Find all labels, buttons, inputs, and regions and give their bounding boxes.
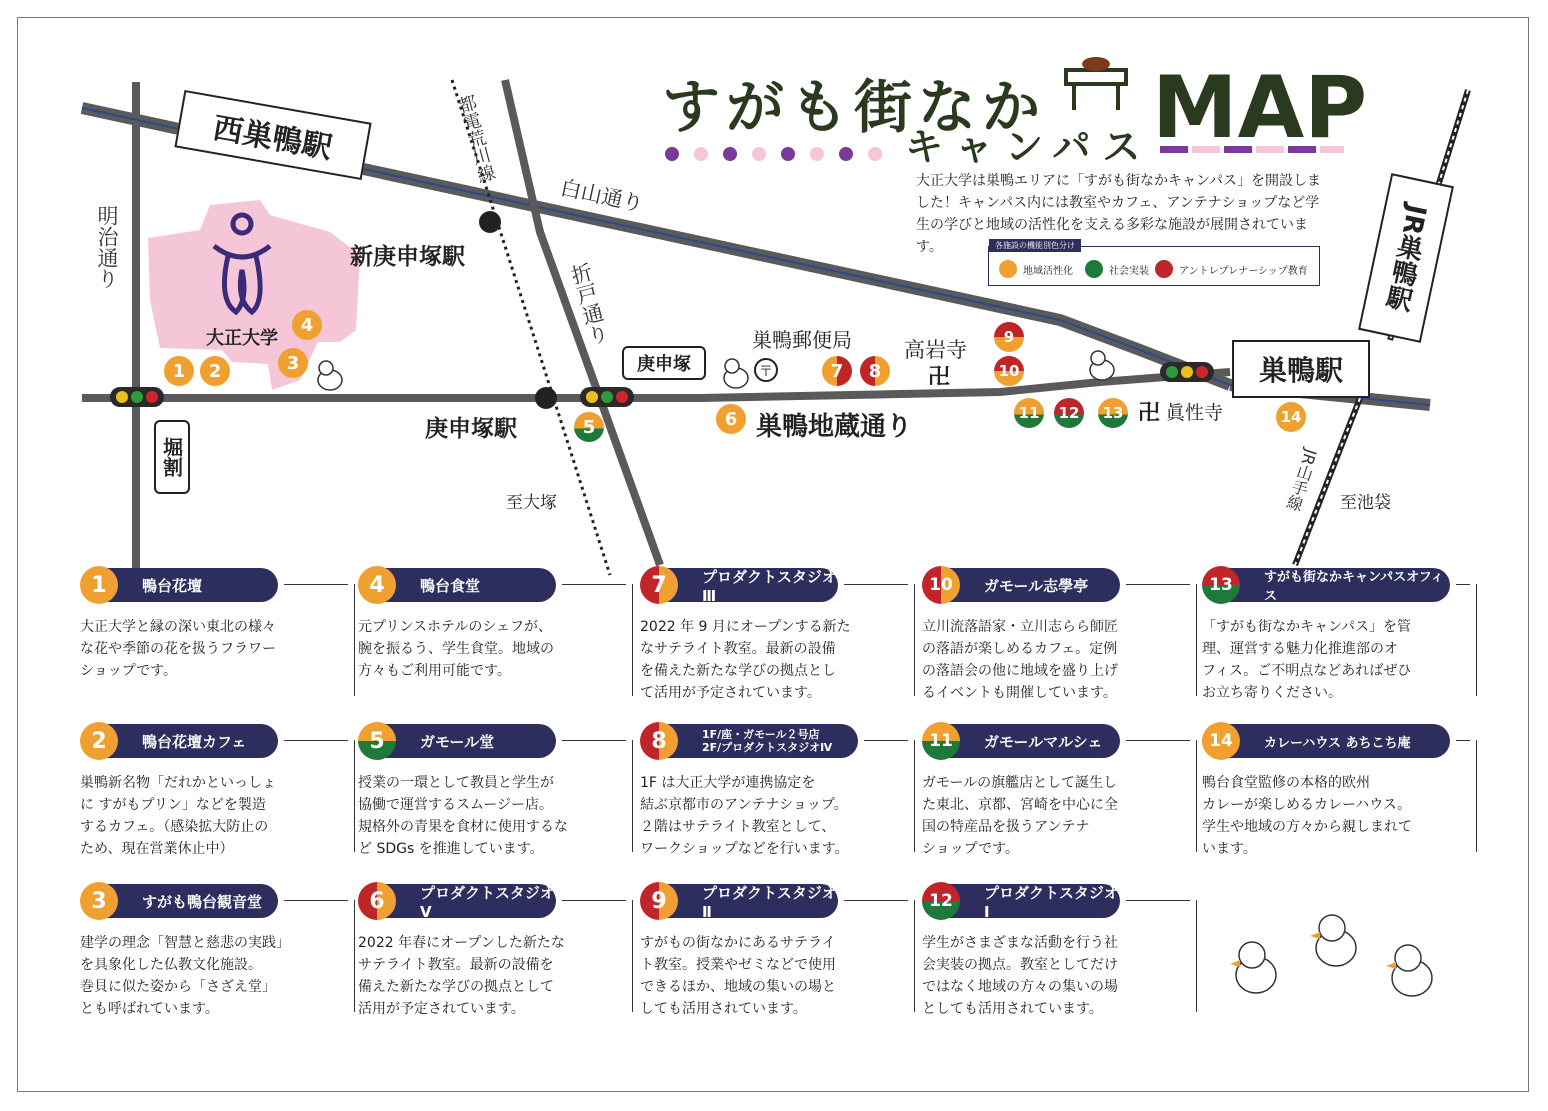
facility-card[interactable] — [922, 884, 1182, 1020]
label-university: 大正大学 — [206, 328, 278, 349]
legend-item-orange: 地域活性化 — [999, 260, 1073, 278]
facility-number-badge: 3 — [80, 882, 118, 920]
label-post-office: 巣鴨郵便局 — [752, 328, 852, 352]
station-koshinzuka: 庚申塚駅 — [425, 416, 517, 442]
legend-item-red: アントレプレナーシップ教育 — [1155, 260, 1308, 278]
traffic-light — [1160, 362, 1214, 382]
facility-number-badge: 1 — [80, 566, 118, 604]
orange-dot-icon — [999, 260, 1017, 278]
facility-card[interactable] — [922, 724, 1182, 860]
connector-line — [1126, 740, 1190, 741]
box-koshinzuka: 庚申塚 — [622, 346, 706, 380]
intro-text: 大正大学は巣鴨エリアに「すがも街なかキャンパス」を開設しました！キャンパス内には教室やカフェ、アンテナショップなど学生の学びと地域の活性化を支える多彩な施設が展開されています。 — [916, 173, 1322, 255]
connector-line — [284, 584, 348, 585]
map-marker[interactable]: 4 — [292, 310, 322, 340]
facility-card-header — [1220, 568, 1450, 602]
facility-description: 授業の一環として教員と学生が 協働で運営するスムージー店。 規格外の青果を食材に使用するな ど SDGs を推進しています。 — [358, 775, 568, 857]
facility-description: 学生がさまざまな活動を行う社 会実装の拠点。教室としてだけ ではなく地域の方々の集いの場 としても活用されています。 — [922, 935, 1118, 1017]
connector-line — [284, 740, 348, 741]
title-map: MAP — [1152, 58, 1368, 158]
red-dot-icon — [1155, 260, 1173, 278]
map-marker[interactable]: 13 — [1098, 398, 1128, 428]
facility-name: すがも鴨台観音堂 — [142, 892, 263, 911]
facility-name: ガモールマルシェ — [984, 732, 1103, 751]
title-line1: すがも街なか — [662, 73, 1047, 141]
connector-line — [1196, 584, 1197, 696]
facility-card-header — [376, 883, 556, 921]
facility-card-header — [98, 568, 278, 602]
connector-line — [1456, 584, 1470, 585]
connector-line — [844, 900, 908, 901]
facility-card[interactable] — [640, 884, 900, 1020]
facility-card[interactable] — [358, 884, 618, 1020]
facility-number-badge: 2 — [80, 722, 118, 760]
connector-line — [562, 740, 626, 741]
connector-line — [562, 900, 626, 901]
connector-line — [1476, 740, 1477, 852]
facility-card[interactable] — [80, 724, 340, 860]
facility-card[interactable] — [1202, 724, 1462, 860]
facility-name: 鴨台食堂 — [420, 576, 481, 595]
connector-line — [1196, 900, 1197, 1012]
facility-card[interactable] — [1202, 568, 1462, 704]
map-marker[interactable]: 11 — [1014, 398, 1044, 428]
station-jr-sugamo: JR巣鴨駅 — [1358, 173, 1454, 343]
facility-name: プロダクトスタジオⅠ — [984, 883, 1119, 921]
facility-name: ガモール志學亭 — [984, 576, 1089, 595]
map-marker[interactable]: 2 — [200, 356, 230, 386]
title-dots — [665, 147, 882, 161]
connector-line — [632, 900, 633, 1012]
facility-card-header — [940, 724, 1120, 758]
facility-card-header — [376, 724, 556, 758]
facility-description: 元プリンスホテルのシェフが、 腕を振るう、学生食堂。地域の 方々もご利用可能です。 — [358, 619, 554, 679]
facility-description: 鴨台食堂監修の本格的欧州 カレーが楽しめるカレーハウス。 学生や地域の方々から親しまれて います。 — [1202, 775, 1412, 857]
map-marker[interactable]: 7 — [822, 356, 852, 386]
facility-card-header — [376, 568, 556, 602]
facility-card-header — [1220, 724, 1450, 758]
shinkoshinzuka-station-dot — [479, 211, 501, 233]
facility-description: 2022 年 9 月にオープンする新た なサテライト教室。最新の設備 を備えた新たな学びの拠点とし て活用が予定されています。 — [640, 619, 851, 701]
map-marker[interactable]: 5 — [574, 412, 604, 442]
label-orido-dori: 折戸通り — [566, 260, 612, 348]
facility-name: 鴨台花壇 — [142, 576, 203, 595]
facility-card-header — [98, 724, 278, 758]
facility-card[interactable] — [358, 568, 618, 682]
facility-name: カレーハウス あちこち庵 — [1264, 735, 1411, 751]
label-to-otsuka: 至大塚 — [506, 493, 557, 513]
connector-line — [632, 740, 633, 852]
facility-description: 1F は大正大学が連携協定を 結ぶ京都市のアンテナショップ。 ２階はサテライト教室として、 ワークショップなどを行います。 — [640, 775, 849, 857]
facility-card[interactable] — [80, 884, 340, 1020]
facility-name: すがも街なかキャンパスオフィス — [1264, 570, 1444, 604]
connector-line — [284, 900, 348, 901]
facility-number-badge: 11 — [922, 722, 960, 760]
label-to-ikebukuro: 至池袋 — [1340, 493, 1391, 513]
kouganji-temple-icon: 卍 — [928, 365, 951, 390]
facility-number-badge: 13 — [1202, 566, 1240, 604]
label-meiji-dori: 明治通り — [95, 205, 119, 289]
connector-line — [914, 900, 915, 1012]
connector-line — [914, 584, 915, 696]
label-toden-line: 都電荒川線 — [453, 92, 498, 186]
facility-name: プロダクトスタジオⅤ — [420, 883, 555, 921]
facility-number-badge: 14 — [1202, 722, 1240, 760]
green-dot-icon — [1085, 260, 1103, 278]
map-marker[interactable]: 6 — [716, 404, 746, 434]
map-marker[interactable]: 12 — [1054, 398, 1084, 428]
label-kouganji: 高岩寺 — [904, 338, 967, 362]
connector-line — [914, 740, 915, 852]
connector-line — [632, 584, 633, 696]
facility-description: 立川流落語家・立川志らら師匠 の落語が楽しめるカフェ。定例 の落語会の他に地域を盛り上げ るイベントも開催しています。 — [922, 619, 1118, 701]
facility-card[interactable] — [80, 568, 340, 682]
facility-number-badge: 5 — [358, 722, 396, 760]
station-sugamo: 巣鴨駅 — [1232, 340, 1370, 398]
map-marker[interactable]: 9 — [994, 322, 1024, 352]
map-marker[interactable]: 1 — [164, 356, 194, 386]
map-marker[interactable]: 14 — [1276, 402, 1306, 432]
facility-card-header — [940, 568, 1120, 602]
facility-card-header — [940, 883, 1120, 921]
map-marker[interactable]: 10 — [994, 356, 1024, 386]
map-marker[interactable]: 8 — [860, 356, 890, 386]
facility-description: 「すがも街なかキャンパス」を管 理、運営する魅力化推進部のオ フィス。ご不明点などあればぜひ お立ち寄りください。 — [1202, 619, 1412, 701]
post-office-icon — [755, 359, 777, 381]
shinshoji-temple-icon: 卍 — [1138, 401, 1161, 426]
station-shinkoshinzuka: 新庚申塚駅 — [350, 244, 465, 270]
facility-number-badge: 9 — [640, 882, 678, 920]
label-yamanote: JR山手線 — [1282, 446, 1321, 514]
torii-gate-icon — [1066, 57, 1126, 110]
connector-line — [1126, 900, 1190, 901]
legend — [988, 241, 1320, 286]
connector-line — [354, 740, 355, 852]
facility-card[interactable] — [640, 724, 900, 860]
facility-description: すがもの街なかにあるサテライ ト教室。授業やゼミなどで使用 できるほか、地域の集いの場と しても活用されています。 — [640, 935, 836, 1017]
connector-line — [844, 584, 908, 585]
svg-text:〒: 〒 — [759, 364, 773, 380]
traffic-light — [110, 387, 164, 407]
legend-title: 各施設の機能別色分け — [989, 239, 1081, 252]
connector-line — [1126, 584, 1190, 585]
facility-card[interactable] — [358, 724, 618, 860]
connector-line — [354, 900, 355, 1012]
connector-line — [1476, 584, 1477, 696]
facility-name: 鴨台花壇カフェ — [142, 732, 247, 751]
facility-name: プロダクトスタジオⅢ — [702, 567, 837, 605]
connector-line — [1456, 740, 1470, 741]
facility-number-badge: 6 — [358, 882, 396, 920]
box-horiwari: 堀割 — [154, 420, 190, 494]
facility-card-header — [658, 883, 838, 921]
connector-line — [864, 740, 908, 741]
facility-card-header — [658, 724, 858, 758]
facility-number-badge: 12 — [922, 882, 960, 920]
label-jizo-dori: 巣鴨地蔵通り — [756, 412, 913, 442]
facility-name: 1F/座・ガモール２号店 2F/プロダクトスタジオⅣ — [702, 728, 833, 754]
facility-number-badge: 7 — [640, 566, 678, 604]
facility-name: プロダクトスタジオⅡ — [702, 883, 837, 921]
facility-card-header — [658, 567, 838, 605]
traffic-light — [580, 387, 634, 407]
map-marker[interactable]: 3 — [278, 348, 308, 378]
facility-number-badge: 4 — [358, 566, 396, 604]
facility-card-header — [98, 884, 278, 918]
facility-number-badge: 8 — [640, 722, 678, 760]
facility-description: ガモールの旗艦店として誕生し た東北、京都、宮崎を中心に全 国の特産品を扱うアンテナ ショップです。 — [922, 775, 1118, 857]
facility-name: ガモール堂 — [420, 732, 495, 751]
koshinzuka-station-dot — [535, 387, 557, 409]
station-nishisugamo: 西巣鴨駅 — [174, 90, 371, 180]
legend-item-green: 社会実装 — [1085, 260, 1149, 278]
connector-line — [354, 584, 355, 696]
facility-description: 大正大学と縁の深い東北の様々 な花や季節の花を扱うフラワー ショップです。 — [80, 619, 276, 679]
connector-line — [1196, 740, 1197, 852]
facility-description: 巣鴨新名物「だれかといっしょ に すがもプリン」などを製造 するカフェ。（感染拡大防止の ため、現在営業休止中） — [80, 775, 276, 857]
label-shinshoji: 眞性寺 — [1166, 402, 1224, 424]
facility-description: 2022 年春にオープンした新たな サテライト教室。最新の設備を 備えた新たな学びの拠点として 活用が予定されています。 — [358, 935, 565, 1017]
label-hakusan-dori: 白山通り — [558, 175, 646, 217]
connector-line — [562, 584, 626, 585]
facility-number-badge: 10 — [922, 566, 960, 604]
title-line2: キャンパス — [905, 125, 1153, 169]
facility-card[interactable] — [922, 568, 1182, 704]
facility-description: 建学の理念「智慧と慈悲の実践」 を具象化した仏教文化施設。 巻貝に似た姿から「さざえ堂」 とも呼ばれています。 — [80, 935, 290, 1017]
facility-card[interactable] — [640, 568, 900, 704]
